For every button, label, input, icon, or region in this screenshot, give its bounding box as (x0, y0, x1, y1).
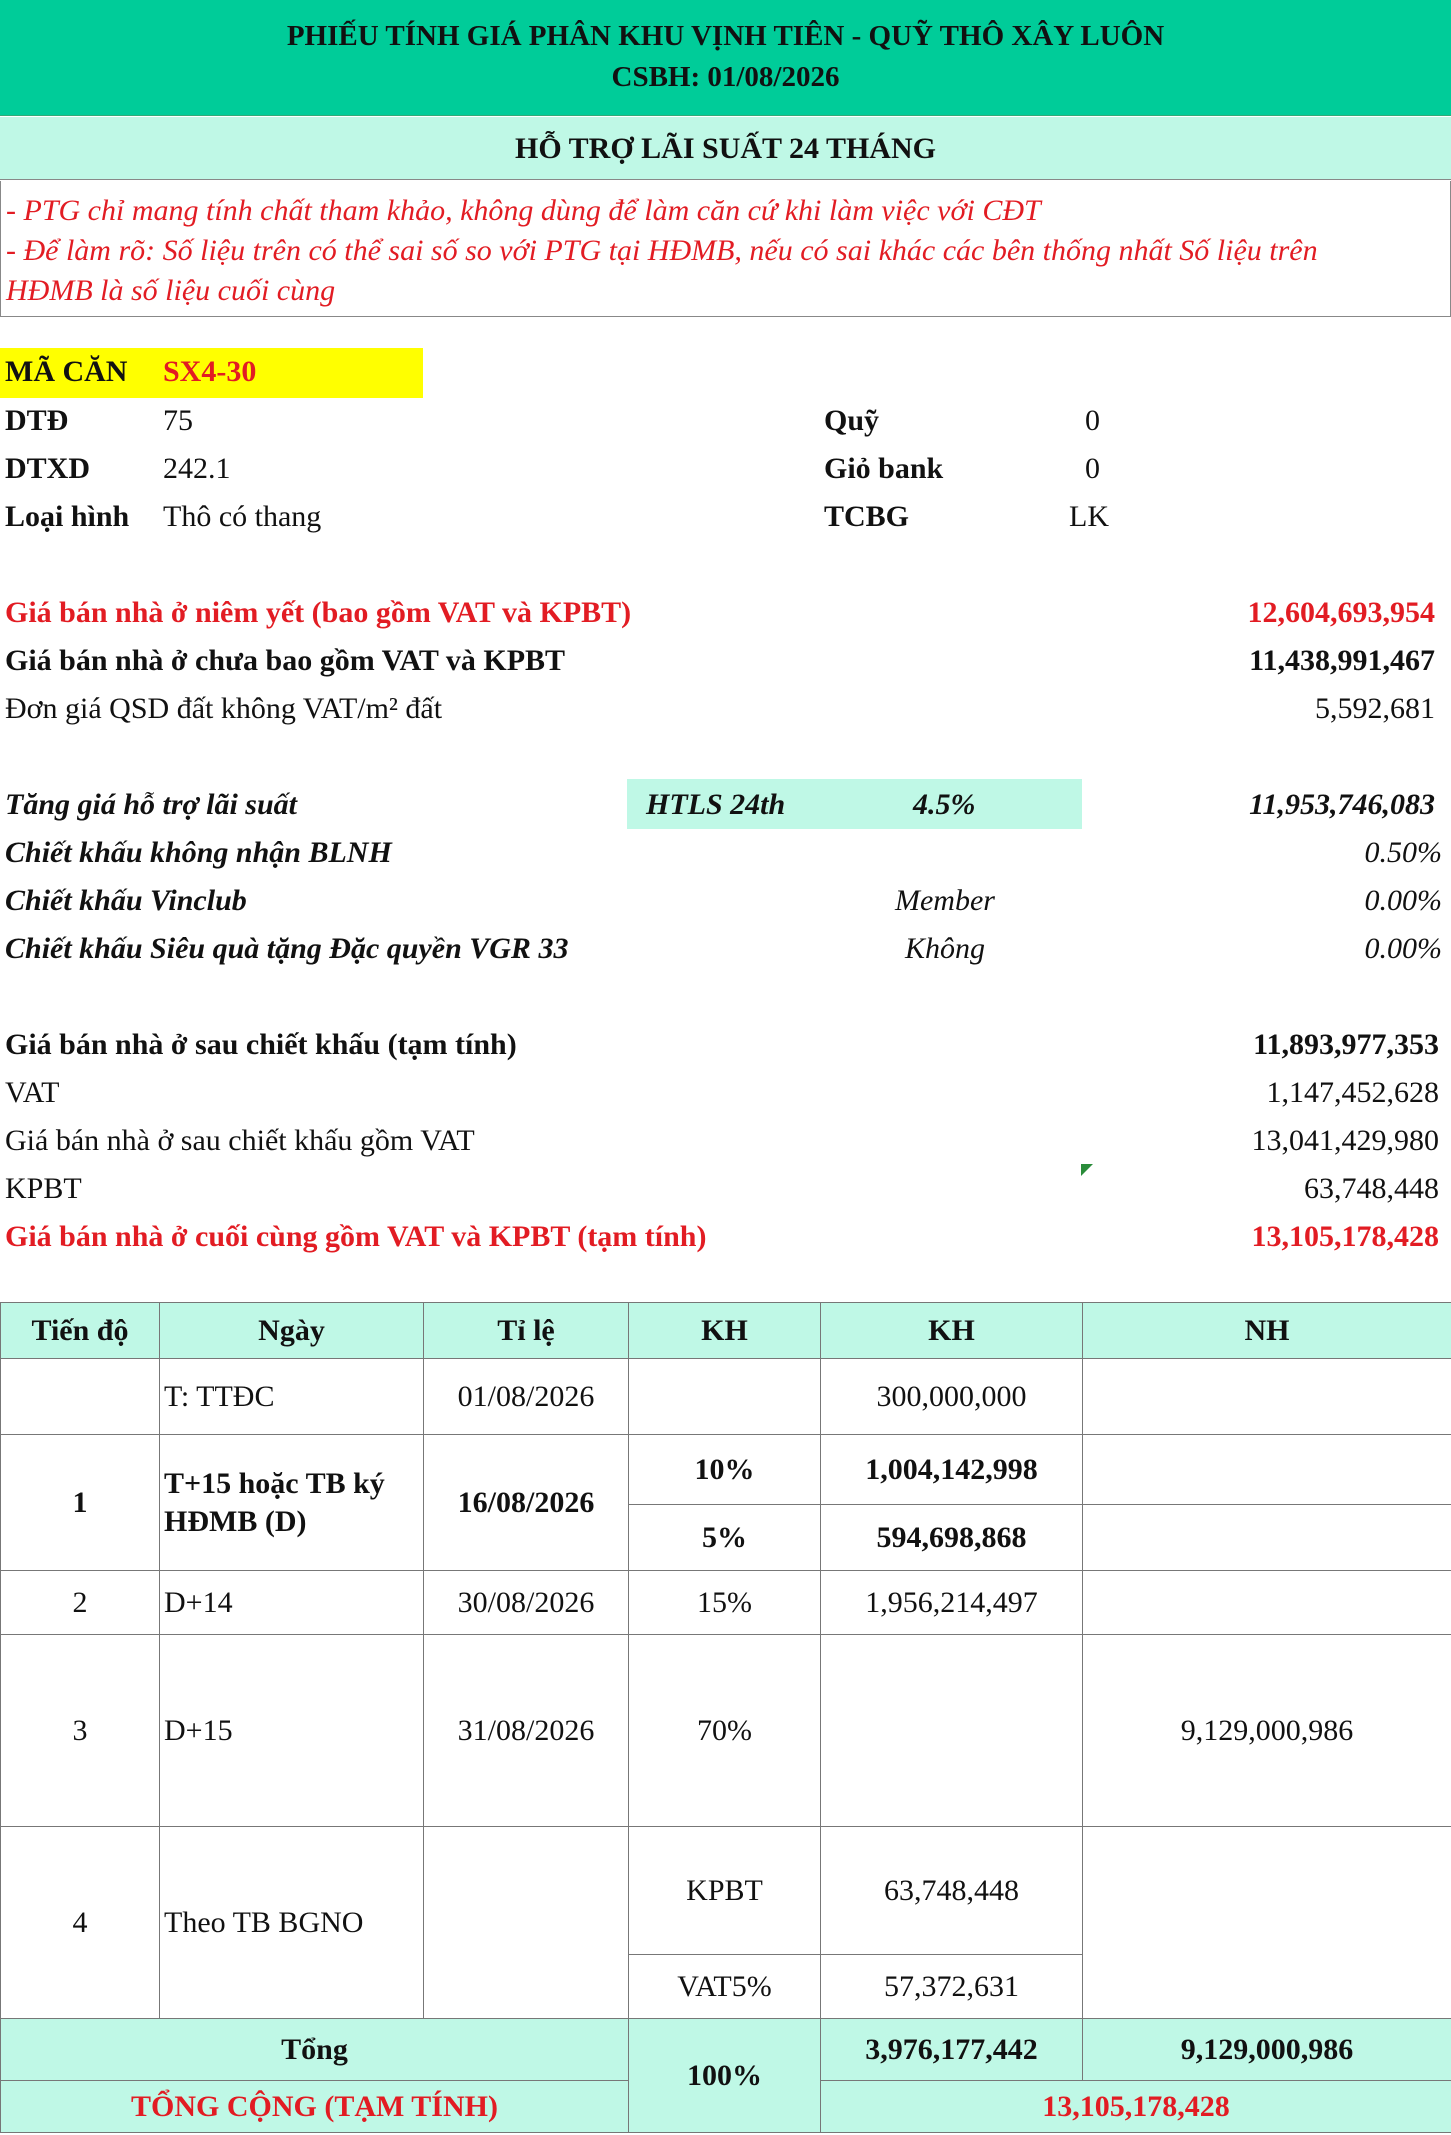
col-progress: Tiến độ (1, 1303, 160, 1359)
after-discount-label: Giá bán nhà ở sau chiết khấu (tạm tính) (5, 1028, 517, 1061)
vinclub-label: Chiết khấu Vinclub (5, 884, 247, 917)
listed-price-label: Giá bán nhà ở niêm yết (bao gồm VAT và KPBT) (5, 596, 632, 629)
table-row: 3 D+15 31/08/2026 70% 9,129,000,986 (1, 1635, 1451, 1827)
after-discount: 11,893,977,353 (1253, 1028, 1439, 1061)
col-kh-1: KH (629, 1303, 821, 1359)
table-row: 4 Theo TB BGNO KPBT 63,748,448 (1, 1827, 1451, 1955)
giobank-value: 0 (1085, 452, 1100, 485)
unit-code: SX4-30 (163, 355, 257, 388)
blnh-value: 0.50% (1364, 836, 1442, 869)
total-nh: 9,129,000,986 (1083, 2019, 1451, 2081)
sheet-title: PHIẾU TÍNH GIÁ PHÂN KHU VỊNH TIÊN - QUỸ THÔ XÂY LUÔN (286, 20, 1165, 52)
total-label: Tổng (1, 2019, 629, 2081)
kpbt-value: 63,748,448 (1304, 1172, 1439, 1205)
note-line-1: - PTG chỉ mang tính chất tham khảo, không dùng để làm căn cứ khi làm việc với CĐT (6, 194, 1041, 227)
net-price: 11,438,991,467 (1249, 644, 1435, 677)
note-line-3: HĐMB là số liệu cuối cùng (6, 274, 336, 307)
final-price-label: Giá bán nhà ở cuối cùng gồm VAT và KPBT (tạm tính) (5, 1220, 707, 1253)
note-line-2: - Để làm rõ: Số liệu trên có thể sai số so với PTG tại HĐMB, nếu có sai khác các bên thống nhất Số liệu trên (6, 234, 1318, 267)
final-price: 13,105,178,428 (1251, 1220, 1439, 1253)
increase-value: 11,953,746,083 (1249, 788, 1435, 821)
vat-value: 1,147,452,628 (1266, 1076, 1439, 1109)
quy-label: Quỹ (824, 404, 880, 437)
schedule-header (1, 1303, 1451, 1359)
subtitle-bar: HỖ TRỢ LÃI SUẤT 24 THÁNG (0, 117, 1451, 180)
col-nh: NH (1083, 1303, 1451, 1359)
after-vat-label: Giá bán nhà ở sau chiết khấu gồm VAT (5, 1124, 475, 1157)
tcbg-label: TCBG (824, 500, 910, 533)
net-price-label: Giá bán nhà ở chưa bao gồm VAT và KPBT (5, 644, 566, 677)
total-rate: 100% (629, 2019, 821, 2133)
vgr-option: Không (905, 932, 986, 965)
table-row: 2 D+14 30/08/2026 15% 1,956,214,497 (1, 1571, 1451, 1635)
policy-date: CSBH: 01/08/2026 (611, 61, 840, 93)
col-rate: Tỉ lệ (424, 1303, 629, 1359)
vgr-value: 0.00% (1364, 932, 1442, 965)
listed-price: 12,604,693,954 (1247, 596, 1435, 629)
vat-label: VAT (5, 1076, 60, 1109)
payment-schedule (0, 1302, 1451, 2133)
table-row: VAT5% 57,372,631 (1, 1955, 1451, 2019)
after-vat: 13,041,429,980 (1251, 1124, 1439, 1157)
vgr-label: Chiết khấu Siêu quà tặng Đặc quyền VGR 33 (5, 932, 569, 965)
vinclub-tier: Member (895, 884, 995, 917)
giobank-label: Giỏ bank (824, 452, 944, 485)
total-kh: 3,976,177,442 (821, 2019, 1083, 2081)
comment-marker-icon (1081, 1164, 1093, 1176)
table-row: 1 T+15 hoặc TB ký HĐMB (D) 16/08/2026 10% 1,004,142,998 (1, 1435, 1451, 1505)
tcbg-value: LK (1069, 500, 1109, 533)
dtxd-value: 242.1 (163, 452, 231, 485)
col-kh-2: KH (821, 1303, 1083, 1359)
kpbt-label: KPBT (5, 1172, 82, 1205)
dtd-label: DTĐ (5, 404, 69, 437)
disclaimer-notes (0, 181, 1451, 317)
vinclub-value: 0.00% (1364, 884, 1442, 917)
increase-label: Tăng giá hỗ trợ lãi suất (5, 788, 298, 821)
table-row: 5% 594,698,868 (1, 1505, 1451, 1571)
quy-value: 0 (1085, 404, 1100, 437)
total-row (1, 2019, 1451, 2081)
table-row: T: TTĐC 01/08/2026 300,000,000 (1, 1359, 1451, 1435)
htls-label: HTLS 24th (646, 788, 786, 821)
type-value: Thô có thang (163, 500, 322, 533)
col-day: Ngày (160, 1303, 424, 1359)
dtxd-label: DTXD (5, 452, 91, 485)
htls-rate: 4.5% (913, 788, 976, 821)
blnh-label: Chiết khấu không nhận BLNH (5, 836, 392, 869)
type-label: Loại hình (5, 500, 130, 533)
unit-code-label: MÃ CĂN (5, 355, 128, 388)
grand-total-value: 13,105,178,428 (821, 2081, 1451, 2133)
grand-total-label: TỔNG CỘNG (TẠM TÍNH) (1, 2081, 629, 2133)
land-price: 5,592,681 (1315, 692, 1435, 725)
header-banner (0, 0, 1451, 116)
land-price-label: Đơn giá QSD đất không VAT/m² đất (5, 692, 443, 725)
dtd-value: 75 (163, 404, 193, 437)
